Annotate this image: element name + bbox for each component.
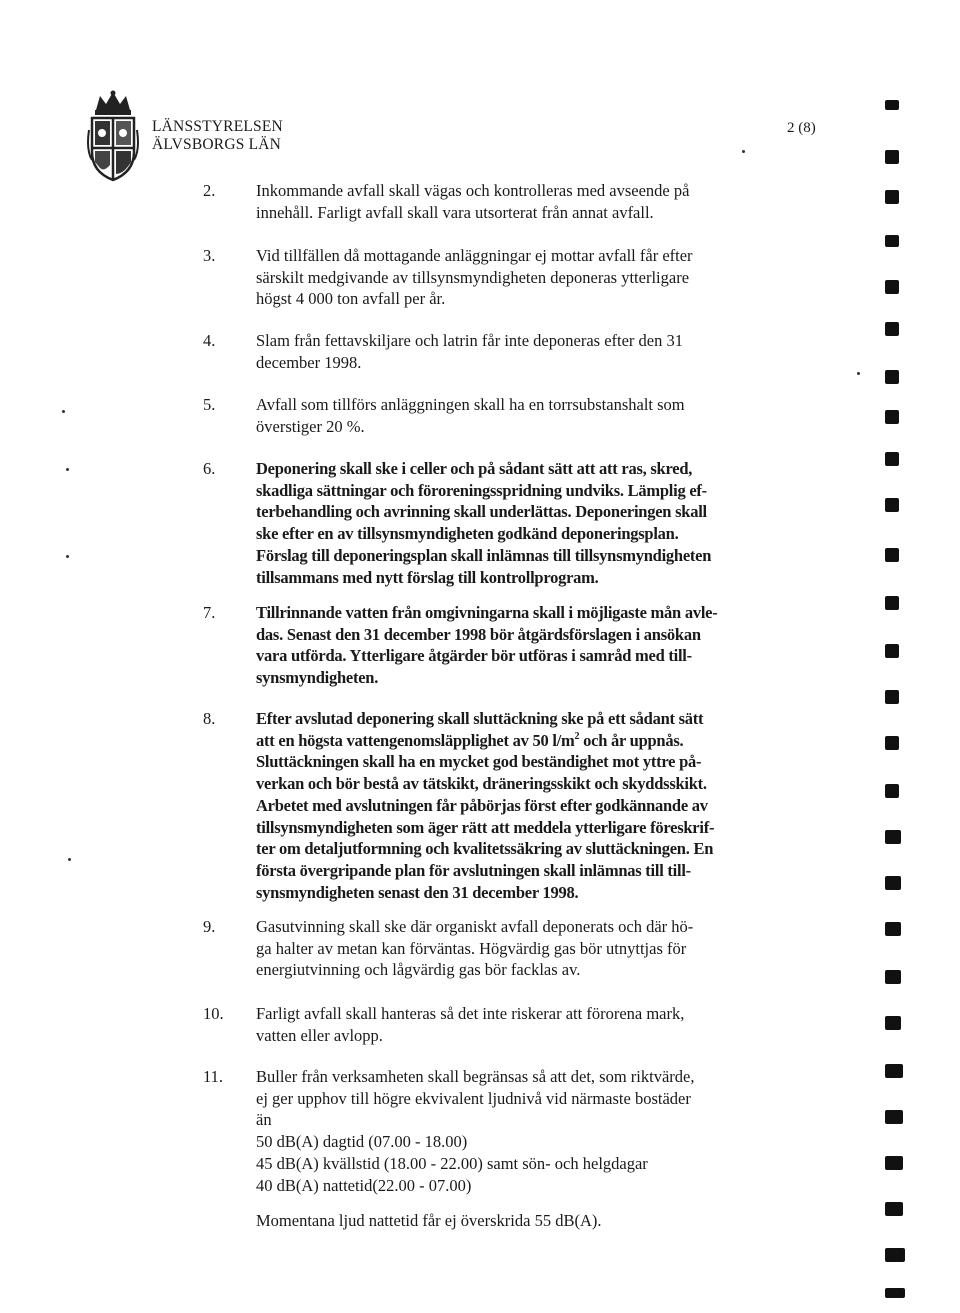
scan-mark	[885, 150, 899, 164]
scan-mark	[885, 784, 899, 798]
scan-mark	[885, 1288, 905, 1298]
item-number: 9.	[203, 917, 216, 936]
scan-mark	[885, 690, 899, 704]
authority-line-1: LÄNSSTYRELSEN	[152, 118, 283, 135]
scan-mark	[885, 280, 899, 294]
scan-mark	[885, 1156, 903, 1170]
page-number: 2 (8)	[787, 120, 816, 136]
item-number: 7.	[203, 603, 216, 622]
item-note: Momentana ljud nattetid får ej överskrida 55 dB(A).	[256, 1211, 602, 1230]
scan-mark	[885, 370, 899, 384]
item-text: Slam från fettavskiljare och latrin får inte deponeras efter den 31 december 1998.	[256, 331, 683, 372]
item-number: 6.	[203, 459, 216, 478]
scan-mark	[885, 190, 899, 204]
item-number: 10.	[203, 1004, 224, 1023]
scan-mark	[885, 548, 899, 562]
scan-mark	[885, 1110, 903, 1124]
item-text: Efter avslutad deponering skall sluttäckning ske på ett sådant sätt att en högsta vattengenomsläpplighet av 50 $l/m^2$ och år uppnås. Sluttäckningen skall ha en mycket god beständighet mot yttre på- verkan och bör bestå av tätskikt, dräneringsskikt och skyddsskikt. Arbetet med avslutningen får påbörjas först efter godkännande av tillsynsmyndigheten som äger rätt att meddela ytterligare föreskrif- ter om detaljutformning och kvalitetssäkring av sluttäckningen. En första övergripande plan för avslutningen skall inlämnas till till- synsmyndigheten senast den 31 december 1998.	[256, 709, 715, 902]
scan-speck	[742, 150, 745, 153]
item-number: 2.	[203, 181, 216, 200]
scan-mark	[885, 100, 899, 110]
item-number: 3.	[203, 246, 216, 265]
scan-mark	[885, 452, 899, 466]
scan-speck	[857, 372, 860, 375]
item-text: Buller från verksamheten skall begränsas så att det, som riktvärde, ej ger upphov till högre ekvivalent ljudnivå vid närmaste bostäder än 50 dB(A) dagtid (07.00 - 18.00) 45 dB(A) kvällstid (18.00 - 22.00) samt sön- och helgdagar 40 dB(A) nattetid(22.00 - 07.00)	[256, 1067, 695, 1195]
item-number: 11.	[203, 1067, 224, 1086]
scan-mark	[885, 1202, 903, 1216]
scan-mark	[885, 1064, 903, 1078]
item-text: Avfall som tillförs anläggningen skall ha en torrsubstanshalt som överstiger 20 %.	[256, 395, 685, 436]
authority-line-2: ÄLVSBORGS LÄN	[152, 136, 282, 153]
item-text: Deponering skall ske i celler och på sådant sätt att att ras, skred, skadliga sättningar och föroreningsspridning undviks. Lämplig ef- terbehandling och avrinning skall underlättas. Deponeringen skall ske efter en av tillsynsmyndigheten godkänd deponeringsplan. Förslag till deponeringsplan skall inlämnas till tillsynsmyndigheten tillsammans med nytt förslag till kontrollprogram.	[256, 459, 712, 587]
coat-of-arms-icon	[86, 90, 140, 182]
item-number: 5.	[203, 395, 216, 414]
scan-mark	[885, 410, 899, 424]
item-text: Inkommande avfall skall vägas och kontrolleras med avseende på innehåll. Farligt avfall skall vara utsorterat från annat avfall.	[256, 181, 690, 222]
scan-mark	[885, 498, 899, 512]
scan-mark	[885, 1248, 905, 1262]
scan-mark	[885, 970, 901, 984]
item-number: 8.	[203, 709, 216, 728]
item-number: 4.	[203, 331, 216, 350]
authority-name	[152, 118, 283, 154]
scan-edge-marks	[875, 60, 915, 1310]
scan-mark	[885, 322, 899, 336]
scan-speck	[62, 410, 65, 413]
scan-speck	[66, 555, 69, 558]
scan-speck	[66, 468, 69, 471]
scan-mark	[885, 736, 899, 750]
item-text: Tillrinnande vatten från omgivningarna skall i möjligaste mån avle- das. Senast den 31 december 1998 bör åtgärdsförslagen i ansökan vara utförda. Ytterligare åtgärder bör utföras i samråd med till- synsmyndigheten.	[256, 603, 718, 688]
item-text: Farligt avfall skall hanteras så det inte riskerar att förorena mark, vatten eller avlopp.	[256, 1004, 685, 1045]
scan-mark	[885, 876, 901, 890]
scan-mark	[885, 644, 899, 658]
item-text: Gasutvinning skall ske där organiskt avfall deponerats och där hö- ga halter av metan kan förväntas. Högvärdig gas bör utnyttjas för energiutvinning och lågvärdig gas bör facklas av.	[256, 917, 694, 980]
superscript: 2	[574, 730, 580, 742]
scan-speck	[68, 858, 71, 861]
scan-mark	[885, 1016, 901, 1030]
item-text: Vid tillfällen då mottagande anläggningar ej mottar avfall får efter särskilt medgivande av tillsynsmyndigheten deponeras ytterligare högst 4 000 ton avfall per år.	[256, 246, 693, 309]
scan-mark	[885, 235, 899, 247]
scan-mark	[885, 830, 901, 844]
scan-mark	[885, 596, 899, 610]
scan-mark	[885, 922, 901, 936]
